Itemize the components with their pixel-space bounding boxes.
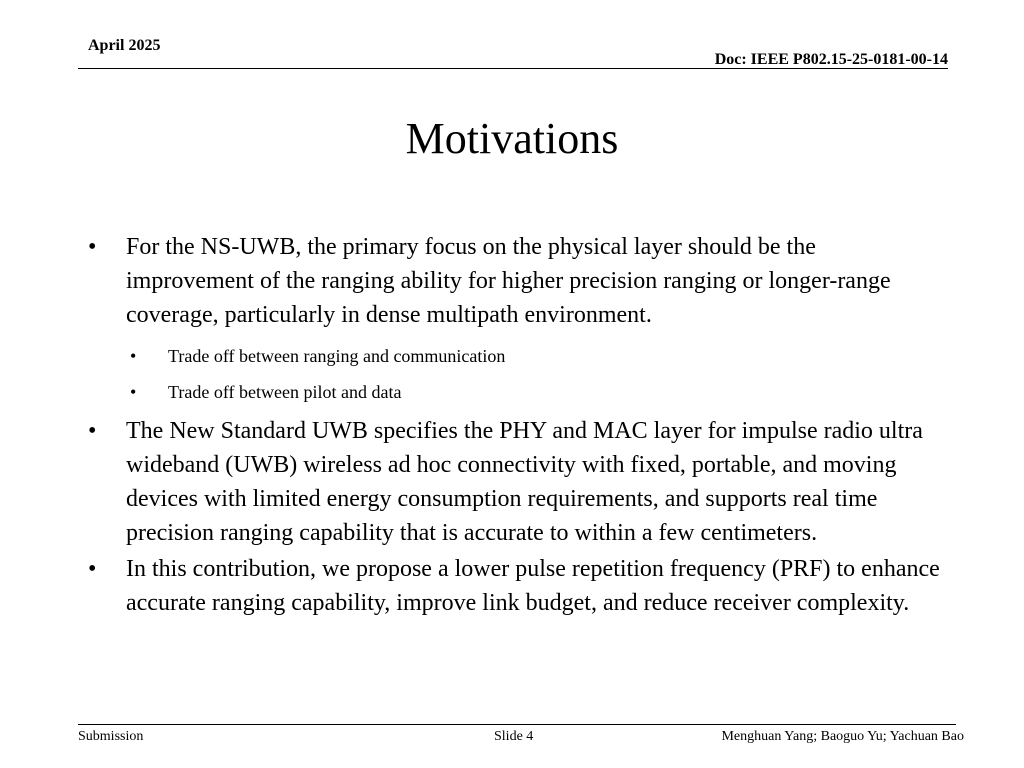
bullet-text: In this contribution, we propose a lower pulse repetition frequency (PRF) to enhance accurate ranging capability, improve link budget, and reduce receiver complexity. (126, 556, 940, 616)
bullet-item-3 (88, 552, 948, 620)
footer-submission: Submission (78, 729, 144, 744)
header-date: April 2025 (88, 37, 161, 54)
bullet-item-1 (88, 230, 948, 410)
bullet-text: For the NS-UWB, the primary focus on the physical layer should be the improvement of the ranging ability for higher precision ranging or longer-range coverage, particularly in dense multipath environment. (126, 234, 891, 328)
sub-bullet-item-1 (126, 338, 948, 374)
bullet-dot-icon: • (88, 556, 97, 582)
bullet-dot-icon: • (88, 418, 97, 444)
footer-divider (78, 724, 956, 725)
slide-title: Motivations (405, 114, 619, 163)
bullet-item-2 (88, 414, 948, 550)
sub-bullet-text: Trade off between ranging and communication (168, 346, 506, 366)
header-doc-id: Doc: IEEE P802.15-25-0181-00-14 (714, 51, 948, 68)
sub-bullet-item-2 (126, 374, 948, 410)
sub-bullet-list (126, 338, 948, 410)
bullet-list (88, 230, 948, 620)
footer-authors: Menghuan Yang; Baoguo Yu; Yachuan Bao (721, 729, 964, 744)
sub-bullet-text: Trade off between pilot and data (168, 382, 402, 402)
sub-bullet-dot-icon: • (130, 382, 137, 402)
bullet-dot-icon: • (88, 234, 97, 260)
header-divider (78, 68, 948, 69)
sub-bullet-dot-icon: • (130, 346, 137, 366)
footer-slide-number: Slide 4 (494, 729, 534, 744)
bullet-text: The New Standard UWB specifies the PHY and MAC layer for impulse radio ultra wideband (UWB) wireless ad hoc connectivity with fixed, portable, and moving devices with limited energy consumption requirements, and supports real time precision ranging capability that is accurate to within a few centimeters. (126, 418, 923, 546)
